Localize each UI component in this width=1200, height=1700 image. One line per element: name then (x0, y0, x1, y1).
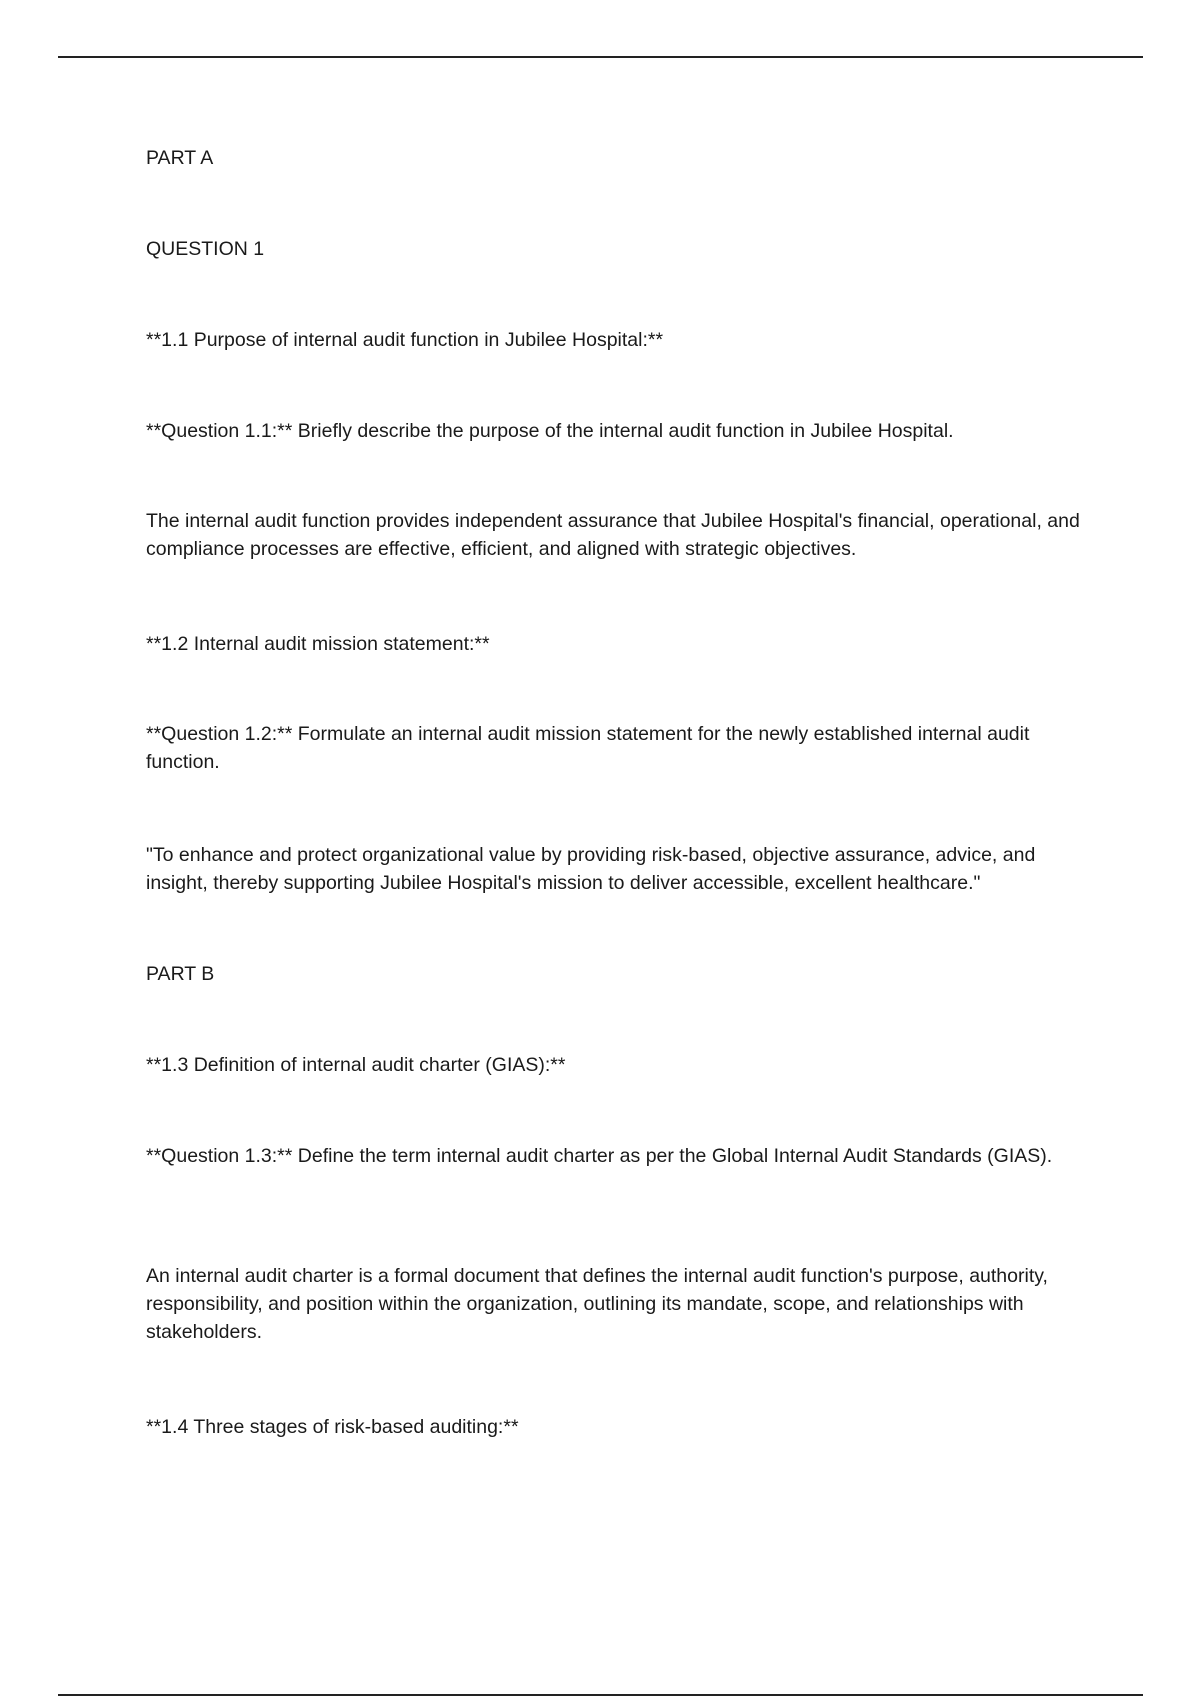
answer-1-2-text: "To enhance and protect organizational value by providing risk-based, objective assurance, advice, and insight, thereby supporting Jubilee Hospital's mission to deliver accessible, excellent healthcare." (146, 844, 1036, 894)
header-rule (58, 56, 1143, 58)
answer-1-1-text: The internal audit function provides independent assurance that Jubilee Hospital's financial, operational, and compliance processes are effective, efficient, and aligned with strategic objectives. (146, 510, 1080, 560)
question-1-heading: QUESTION 1 (146, 238, 265, 260)
part-b-heading: PART B (146, 963, 215, 985)
section-1-1-heading: **1.1 Purpose of internal audit function in Jubilee Hospital:** (146, 329, 664, 351)
section-1-2-heading: **1.2 Internal audit mission statement:** (146, 633, 490, 655)
section-1-3-heading: **1.3 Definition of internal audit charter (GIAS):** (146, 1054, 566, 1076)
part-a-heading: PART A (146, 147, 214, 169)
footer-rule (58, 1694, 1143, 1696)
question-1-3-text: **Question 1.3:** Define the term internal audit charter as per the Global Internal Audit Standards (GIAS). (146, 1145, 1053, 1167)
question-1-2-text: **Question 1.2:** Formulate an internal audit mission statement for the newly established internal audit function. (146, 723, 1030, 773)
question-1-1-text: **Question 1.1:** Briefly describe the purpose of the internal audit function in Jubilee Hospital. (146, 420, 954, 442)
section-1-4-heading: **1.4 Three stages of risk-based auditing:** (146, 1416, 519, 1438)
answer-1-3-text: An internal audit charter is a formal document that defines the internal audit function's purpose, authority, responsibility, and position within the organization, outlining its mandate, scope, and relationships with stakeholders. (146, 1265, 1048, 1343)
